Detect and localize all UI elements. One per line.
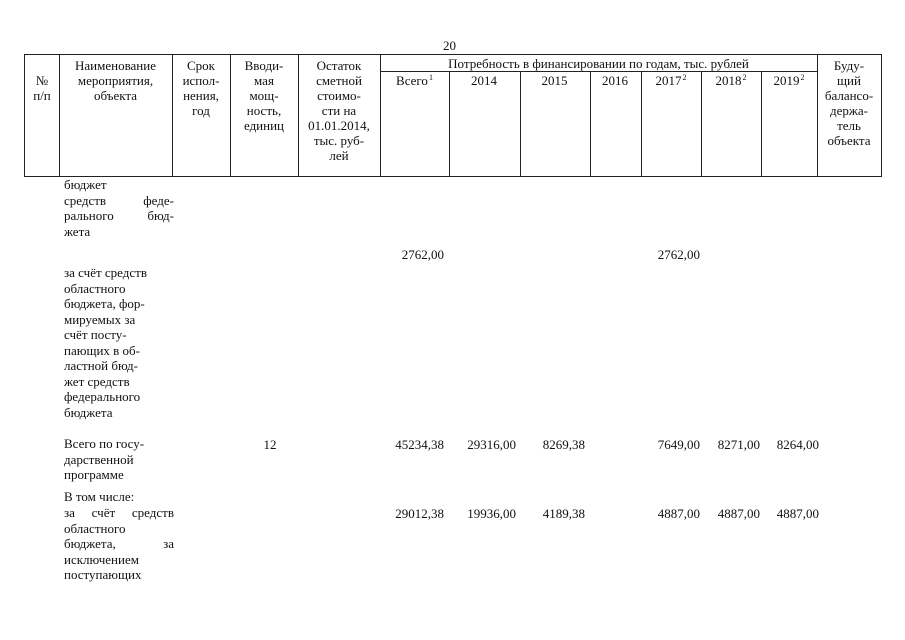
word: средств — [131, 505, 174, 520]
header-line: испол- — [182, 73, 220, 88]
header-financing-title: Потребность в финансировании по годам, тыс. рублей — [448, 56, 749, 71]
header-line: мероприятия, — [77, 73, 154, 88]
header-line: Вводи- — [244, 58, 284, 73]
header-line: тыс. руб- — [313, 133, 365, 148]
cell-2019: 4887,00 — [776, 506, 819, 521]
header-year-2016 — [590, 73, 641, 88]
cell-2018: 4887,00 — [717, 506, 760, 521]
footnote-mark: 2 — [682, 73, 687, 82]
text-line: областного — [64, 280, 126, 296]
text-line: пающих в об- — [64, 342, 140, 358]
header-term — [172, 58, 230, 118]
word: рального — [64, 208, 114, 223]
years-divider — [380, 71, 817, 72]
text-line: В том числе: — [64, 489, 135, 504]
header-line: сти на — [321, 103, 357, 118]
header-line: год — [192, 103, 210, 118]
header-line: № — [35, 73, 49, 88]
text-line: программе — [64, 467, 124, 482]
header-line: мая — [254, 73, 274, 88]
header-year-2018 — [701, 73, 761, 88]
header-line: Срок — [187, 58, 215, 73]
year-label: 2014 — [471, 73, 497, 88]
header-year-2015 — [520, 73, 590, 88]
header-year-2019 — [761, 73, 817, 88]
header-line: объекта — [93, 88, 138, 103]
header-line: ность, — [246, 103, 282, 118]
header-line: лей — [329, 148, 349, 163]
cell-2017: 7649,00 — [657, 437, 700, 452]
word: за — [64, 505, 75, 520]
text-line: бюджета — [64, 404, 113, 420]
year-label: 2015 — [541, 73, 568, 88]
cell-total: 45234,38 — [395, 437, 444, 452]
cell-2019: 8264,00 — [776, 437, 819, 452]
cell-total: 2762,00 — [401, 247, 444, 262]
word: за — [163, 536, 174, 551]
header-line: тель — [837, 118, 861, 133]
text-line: счёт посту- — [64, 327, 127, 342]
year-label: 2016 — [602, 73, 628, 88]
row-regional-budget-federal-text — [64, 265, 174, 420]
header-year-2014 — [449, 73, 520, 88]
word: феде- — [143, 192, 174, 208]
header-line: мощ- — [249, 88, 279, 103]
page-number: 20 — [443, 38, 456, 53]
cell-2015: 4189,38 — [542, 506, 585, 521]
col-border — [881, 54, 882, 177]
header-line: сметной — [316, 73, 362, 88]
cell-2018: 8271,00 — [717, 437, 760, 452]
word: бюджета, — [64, 536, 116, 551]
header-line: балансо- — [824, 88, 874, 103]
cell-2014: 29316,00 — [467, 437, 516, 452]
footnote-mark: 2 — [800, 73, 805, 82]
header-line: щий — [837, 73, 861, 88]
header-line: п/п — [33, 88, 51, 103]
text-line: федерального — [64, 389, 141, 404]
footnote-mark: 1 — [428, 73, 433, 82]
row-continuation-text — [64, 177, 174, 239]
header-year-2017 — [641, 73, 701, 88]
cell-2017: 2762,00 — [657, 247, 700, 262]
text-line — [64, 505, 174, 521]
row-program-total-text — [64, 436, 174, 483]
year-label: 2017 — [655, 73, 682, 88]
header-line: держа- — [830, 103, 868, 118]
header-no — [24, 73, 60, 103]
header-year-total — [380, 73, 449, 88]
header-line: объекта — [827, 133, 871, 148]
text-line: за счёт средств — [64, 265, 147, 280]
year-label: 2019 — [773, 73, 800, 88]
cell-2014: 19936,00 — [467, 506, 516, 521]
footnote-mark: 2 — [742, 73, 747, 82]
text-line — [64, 536, 174, 552]
year-label: Всего — [396, 73, 428, 88]
header-name — [59, 58, 172, 103]
header-line: единиц — [243, 118, 285, 133]
cell-total: 29012,38 — [395, 506, 444, 521]
text-line — [64, 208, 174, 224]
text-line: бюджета, фор- — [64, 296, 145, 311]
header-holder — [817, 58, 881, 148]
text-line — [64, 193, 174, 209]
row-including-text — [64, 489, 174, 505]
header-line: стоимо- — [317, 88, 361, 103]
year-label: 2018 — [715, 73, 742, 88]
text-line: поступающих — [64, 567, 142, 582]
header-top-border — [24, 54, 882, 55]
header-remainder — [298, 58, 380, 163]
header-line: Буду- — [833, 58, 865, 73]
word: средств — [64, 192, 107, 208]
text-line: бюджет — [64, 177, 107, 192]
word: бюд- — [147, 208, 174, 223]
text-line: мируемых за — [64, 311, 136, 327]
text-line: Всего по госу- — [64, 436, 145, 451]
text-line: исключением — [64, 551, 139, 567]
word: счёт — [91, 505, 116, 520]
text-line: ластной бюд- — [64, 358, 138, 373]
header-line: Остаток — [316, 58, 362, 73]
cell-2017: 4887,00 — [657, 506, 700, 521]
header-line: Наименование — [75, 58, 156, 73]
header-line: 01.01.2014, — [308, 118, 370, 133]
text-line: жет средств — [64, 373, 130, 389]
cell-capacity: 12 — [263, 437, 277, 452]
text-line: жета — [64, 223, 91, 239]
row-regional-budget-text — [64, 505, 174, 583]
text-line: дарственной — [64, 451, 134, 467]
text-line: областного — [64, 520, 126, 536]
header-capacity — [230, 58, 298, 133]
cell-2015: 8269,38 — [542, 437, 585, 452]
header-line: нения, — [183, 88, 219, 103]
